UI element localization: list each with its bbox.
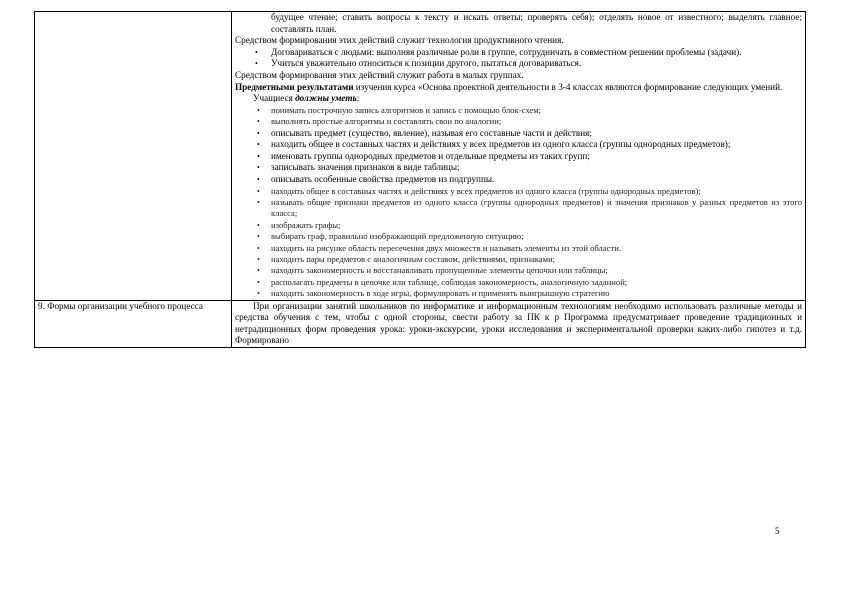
means-text-1: Средством формирования этих действий служит технология продуктивного чтения. xyxy=(235,35,564,46)
list-item: • находить закономерность и восстанавливать пропущенные элементы цепочки или таблицы; xyxy=(257,265,608,276)
bullet-icon: • xyxy=(257,243,260,253)
right-cell-content xyxy=(232,12,806,301)
bullet-icon: • xyxy=(257,254,260,264)
bullet-icon: • xyxy=(257,232,260,242)
list-item: • записывать значения признаков в виде таблицы; xyxy=(257,162,460,173)
bullet-icon: • xyxy=(257,163,260,173)
list-item: • находить закономерность в ходе игры, формулировать и применять выигрышную стратегию xyxy=(257,288,610,299)
left-cell-empty xyxy=(35,12,232,301)
bullet-icon: • xyxy=(257,289,260,299)
bullet-icon: • xyxy=(257,186,260,196)
list-item: • находить на рисунке область пересечения двух множеств и называть элементы из этой области. xyxy=(257,242,621,253)
bullet-icon: • xyxy=(257,277,260,287)
list-item: • изображать графы; xyxy=(257,219,341,230)
list-item: • описывать предмет (существо, явление), называя его составные части и действия; xyxy=(257,127,592,138)
table-row xyxy=(35,300,806,347)
students-heading: Учащиеся должны уметь: xyxy=(253,93,360,104)
bullet-icon: • xyxy=(255,59,258,69)
bullet-icon: • xyxy=(257,266,260,276)
bullet-icon: • xyxy=(257,128,260,138)
list-item: • находить общее в составных частях и действиях у всех предметов из одного класса (группы однородных предметов); xyxy=(257,139,731,150)
content-table xyxy=(34,11,806,348)
bullet-icon: • xyxy=(257,174,260,184)
bullet-icon: • xyxy=(257,197,260,207)
subject-results-bold: Предметными результатами xyxy=(235,81,354,92)
page-number: 5 xyxy=(775,526,780,536)
list-item: • именовать группы однородных предметов и отдельные предметы из таких групп; xyxy=(257,150,590,161)
bullet-icon: • xyxy=(257,105,260,115)
list-item: • описывать особенные свойства предметов из подгруппы. xyxy=(257,173,495,184)
bullet-icon: • xyxy=(257,220,260,230)
bullet-icon: • xyxy=(257,151,260,161)
bullet-icon: • xyxy=(257,140,260,150)
bullet-icon: • xyxy=(257,117,260,127)
means-text-2: Средством формирования этих действий служит работа в малых группах. xyxy=(235,69,524,80)
list-item: • располагать предметы в цепочке или таблице, соблюдая закономерность, аналогичную заданной; xyxy=(257,276,628,287)
continuation-text: будущее чтение; ставить вопросы к тексту и искать ответы; проверять себя); отделять новое от известного; выделять главное; составлять план. xyxy=(271,12,802,34)
list-item: • называть общие признаки предметов из одного класса (группы однородных предметов) и значения признаков у разных предметов из этого класса; xyxy=(257,196,802,219)
list-item: • находить пары предметов с аналогичным составом, действиями, признаками; xyxy=(257,253,556,264)
bullet-icon: • xyxy=(255,47,258,57)
list-item: • Договариваться с людьми: выполняя различные роли в группе, сотрудничать в совместном решении проблемы (задачи). xyxy=(255,46,742,57)
table-row xyxy=(35,12,806,301)
list-item: • выполнять простые алгоритмы и составлять свои по аналогии; xyxy=(257,116,502,127)
section-label-cell: 9. Формы организации учебного процесса xyxy=(35,300,232,347)
list-item: • выбирать граф, правильно изображающий предложенную ситуацию; xyxy=(257,231,524,242)
list-item: • находить общее в составных частях и действиях у всех предметов из одного класса (группы однородных предметов); xyxy=(257,185,701,196)
list-item: • Учиться уважительно относиться к позиции другого, пытаться договариваться. xyxy=(255,58,582,69)
subject-results-paragraph: Предметными результатами изучения курса «Основа проектной деятельности в 3-4 классах являются формирование следующих умений. xyxy=(235,81,783,92)
section-text-cell: При организации занятий школьников по информатике и информационным технологиям необходимо использовать различные методы и средства обучения с тем, чтобы с одной стороны, свести работу за ПК к р Программа предусматривает проведение традиционных и нетрадиционных форм проведения урока: уроки-экскурсии, уроки исследования и экспериментальной проверки каких-либо гипотез и т.д. Формировано xyxy=(232,300,806,347)
list-item: • понимать построчную запись алгоритмов и запись с помощью блок-схем; xyxy=(257,104,542,115)
